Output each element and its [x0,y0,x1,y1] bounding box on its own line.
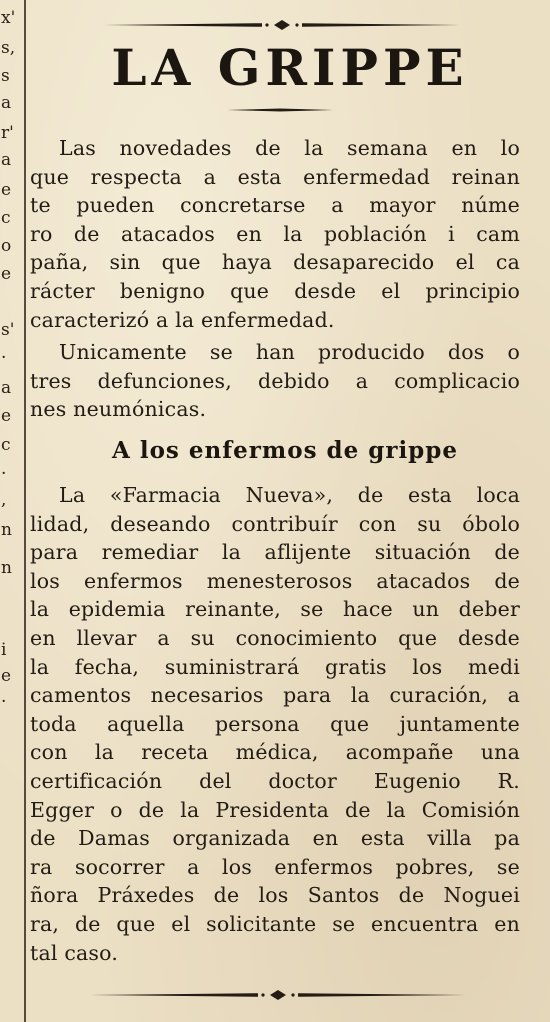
text-line: ñora Práxedes de los Santos de Noguei [30,883,520,908]
paragraph-deaths [30,338,520,424]
neighbor-column-glyph: s [1,66,10,86]
neighbor-column-glyph: n [1,558,12,578]
paragraph-farmacia-nueva [30,481,520,967]
text-line: con la receta médica, acompañe una [30,740,520,765]
text-line: la fecha, suministrará gratis los medi [30,654,520,679]
neighbor-column-glyph: · [1,348,7,368]
neighbor-column-glyph: x' [1,8,16,28]
text-line: ra socorrer a los enfermos pobres, se [30,854,520,879]
text-line: rácter benigno que desde el principio [30,278,520,303]
neighbor-column-glyph: a [1,93,12,113]
neighbor-column-glyph: e [1,264,12,284]
text-line: paña, sin que haya desaparecido el ca [30,250,520,275]
text-line: tal caso. [30,940,119,965]
text-line: de Damas organizada en esta villa pa [30,826,520,851]
neighbor-column-glyph: e [1,180,12,200]
section-subheading: A los enfermos de grippe [112,437,458,464]
neighbor-column-glyph: i [1,640,7,660]
top-ornament-rule [102,18,462,32]
neighbor-column-glyph: s, [1,38,16,58]
neighbor-column-glyph: c [1,435,11,455]
text-line: que respecta a esta enfermedad reinan [30,164,520,189]
text-line: caracterizó a la enfermedad. [30,307,335,332]
neighbor-column-glyph: · [1,464,7,484]
neighbor-column-glyph: e [1,666,12,686]
neighbor-column-glyph: · [1,692,7,712]
neighbor-column-glyph: n [1,520,12,540]
text-line: la epidemia reinante, se hace un deber [30,597,520,622]
neighbor-column-glyph: a [1,378,12,398]
text-line: Las novedades de la semana en lo [59,136,520,160]
text-line: tres defunciones, debido a complicacio [30,368,520,393]
neighbor-column-glyph: r' [1,123,14,143]
text-line: nes neumónicas. [30,397,207,422]
neighbor-column-glyph: , [1,490,7,510]
bottom-ornament-rule [88,988,468,1002]
title-underline-ornament [225,106,335,114]
article-la-grippe [30,0,520,1022]
neighbor-column-glyph: a [1,150,12,170]
column-rule [24,0,26,1022]
text-line: para remediar la aflijente situación de [30,540,520,565]
text-line: ra, de que el solicitante se encuentra en [30,911,520,936]
text-line: Egger o de la Presidenta de la Comisión [30,797,520,822]
neighbor-column-fragment [0,0,22,1022]
paragraph-news-of-week [30,134,520,334]
text-line: Unicamente se han producido dos o [59,340,520,364]
neighbor-column-glyph: o [1,236,12,256]
text-line: los enfermos menesterosos atacados de [30,568,520,593]
text-line: camentos necesarios para la curación, a [30,683,520,708]
text-line: lidad, deseando contribuír con su óbolo [30,511,520,536]
text-line: toda aquella persona que juntamente [30,711,520,736]
text-line: ro de atacados en la población i cam [30,221,520,246]
neighbor-column-glyph: c [1,208,11,228]
text-line: en llevar a su conocimiento que desde [30,625,520,650]
neighbor-column-glyph: e [1,406,12,426]
text-line: La «Farmacia Nueva», de esta loca [59,483,520,507]
text-line: te pueden concretarse a mayor núme [30,193,520,218]
neighbor-column-glyph: s' [1,320,15,340]
text-line: certificación del doctor Eugenio R. [30,768,520,793]
article-title: LA GRIPPE [111,38,469,97]
